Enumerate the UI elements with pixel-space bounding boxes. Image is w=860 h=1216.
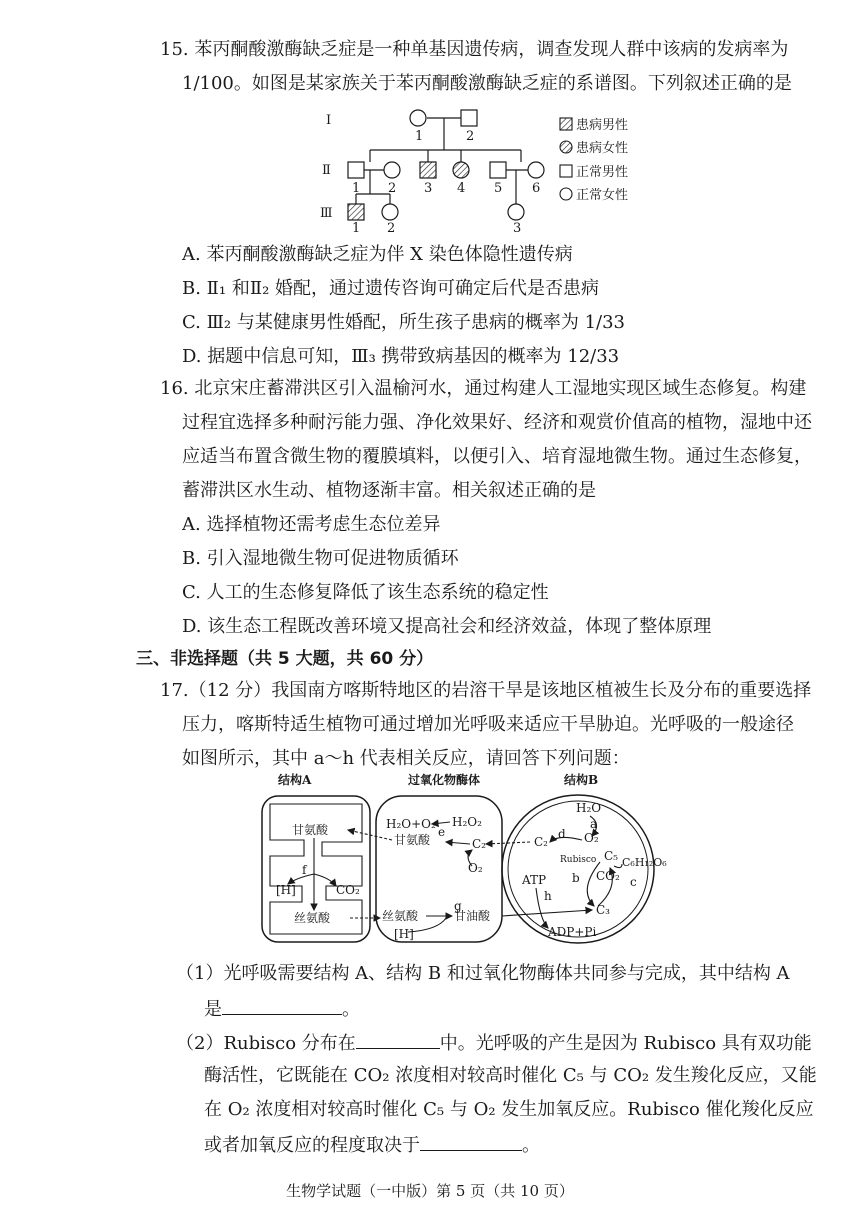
legend-normal-female-icon xyxy=(560,188,572,200)
svg-text:c: c xyxy=(630,875,637,889)
svg-text:d: d xyxy=(558,827,566,841)
svg-text:e: e xyxy=(438,825,446,839)
svg-text:b: b xyxy=(572,871,580,885)
svg-text:5: 5 xyxy=(494,181,503,196)
svg-text:f: f xyxy=(302,863,307,877)
label-structure-a: 结构A xyxy=(278,773,312,787)
svg-text:ADP+Pi: ADP+Pi xyxy=(548,925,597,939)
legend-affected-male-icon xyxy=(560,118,572,130)
q15-option-c: C. Ⅲ₂ 与某健康男性婚配，所生孩子患病的概率为 1/33 xyxy=(182,312,626,333)
legend-affected-female: 患病女性 xyxy=(576,141,629,156)
svg-text:1: 1 xyxy=(352,221,361,236)
svg-text:h: h xyxy=(544,889,552,903)
pedigree-I2 xyxy=(461,110,477,126)
svg-text:[H]: [H] xyxy=(394,927,414,941)
pedigree-II5 xyxy=(490,162,506,178)
serine-a: 丝氨酸 xyxy=(294,911,331,925)
glycerate: 甘油酸 xyxy=(454,909,491,923)
legend-affected-male: 患病男性 xyxy=(576,118,629,133)
legend-normal-male: 正常男性 xyxy=(576,165,629,180)
photorespiration-diagram xyxy=(258,770,667,950)
svg-text:C₂: C₂ xyxy=(472,837,486,851)
svg-text:3: 3 xyxy=(513,221,522,236)
q17-part2-line1: （2）Rubisco 分布在 中。光呼吸的产生是因为 Rubisco 具有双功能 xyxy=(176,1030,812,1056)
glycine-a: 甘氨酸 xyxy=(292,823,329,837)
svg-text:C₃: C₃ xyxy=(596,903,610,917)
label-peroxisome: 过氧化物酶体 xyxy=(408,773,481,787)
q16-option-d: D. 该生态工程既改善环境又提高社会和经济效益，体现了整体原理 xyxy=(182,616,712,637)
svg-text:1: 1 xyxy=(415,129,424,144)
svg-text:H₂O₂: H₂O₂ xyxy=(452,815,482,829)
q15-stem-line1: 15. 苯丙酮酸激酶缺乏症是一种单基因遗传病，调查发现人群中该病的发病率为 xyxy=(160,39,789,60)
svg-text:C₅: C₅ xyxy=(604,849,618,863)
q17-part2-line3: 在 O₂ 浓度相对较高时催化 C₅ 与 O₂ 发生加氧反应。Rubisco 催化羧化反应 xyxy=(204,1099,814,1120)
answer-blank-2[interactable] xyxy=(356,1030,440,1049)
svg-text:CO₂: CO₂ xyxy=(336,883,360,897)
serine-p: 丝氨酸 xyxy=(382,909,419,923)
pedigree-chart xyxy=(320,104,650,234)
q15-option-a: A. 苯丙酮酸激酶缺乏症为伴 X 染色体隐性遗传病 xyxy=(182,244,573,265)
pedigree-III1 xyxy=(348,204,364,220)
structure-b-outer xyxy=(502,795,654,943)
svg-text:4: 4 xyxy=(457,181,466,196)
svg-text:2: 2 xyxy=(387,221,396,236)
pedigree-II1 xyxy=(348,162,364,178)
q17-part2-line2: 酶活性，它既能在 CO₂ 浓度相对较高时催化 C₅ 与 CO₂ 发生羧化反应，又能 xyxy=(204,1065,817,1086)
q15-stem-line2: 1/100。如图是某家族关于苯丙酮酸激酶缺乏症的系谱图。下列叙述正确的是 xyxy=(182,73,792,94)
svg-text:O₂: O₂ xyxy=(468,861,483,875)
q16-option-a: A. 选择植物还需考虑生态位差异 xyxy=(182,514,441,535)
pedigree-III3 xyxy=(508,204,524,220)
pedigree-II3 xyxy=(420,162,436,178)
svg-text:2: 2 xyxy=(388,181,397,196)
svg-text:C₆H₁₂O₆: C₆H₁₂O₆ xyxy=(622,856,667,869)
answer-blank-3[interactable] xyxy=(420,1132,522,1151)
svg-text:[H]: [H] xyxy=(276,883,296,897)
svg-text:C₂: C₂ xyxy=(534,835,548,849)
q17-stem-line2: 压力，喀斯特适生植物可通过增加光呼吸来适应干旱胁迫。光呼吸的一般途径 xyxy=(182,714,794,735)
legend-normal-female: 正常女性 xyxy=(576,188,629,203)
pedigree-I1 xyxy=(410,110,426,126)
q16-option-c: C. 人工的生态修复降低了该生态系统的稳定性 xyxy=(182,582,549,603)
svg-text:1: 1 xyxy=(352,181,361,196)
pedigree-II4 xyxy=(453,162,469,178)
q17-stem-line1: 17.（12 分）我国南方喀斯特地区的岩溶干旱是该地区植被生长及分布的重要选择 xyxy=(160,680,812,701)
svg-text:2: 2 xyxy=(466,129,475,144)
pedigree-II2 xyxy=(384,162,400,178)
answer-blank-1[interactable] xyxy=(222,996,342,1015)
q15-option-d: D. 据题中信息可知，Ⅲ₃ 携带致病基因的概率为 12/33 xyxy=(182,346,620,367)
q16-stem-line2: 过程宜选择多种耐污能力强、净化效果好、经济和观赏价值高的植物，湿地中还 xyxy=(182,412,812,433)
q17-stem-line3: 如图所示，其中 a～h 代表相关反应，请回答下列问题： xyxy=(182,748,630,769)
svg-text:CO₂: CO₂ xyxy=(596,869,620,883)
q17-part1-line2: 是 。 xyxy=(204,996,360,1022)
label-structure-b: 结构B xyxy=(564,773,599,787)
q16-option-b: B. 引入湿地微生物可促进物质循环 xyxy=(182,548,459,569)
page-footer: 生物学试题（一中版）第 5 页（共 10 页） xyxy=(286,1182,574,1200)
svg-text:H₂O+O₂: H₂O+O₂ xyxy=(386,817,436,831)
q15-option-b: B. Ⅱ₁ 和Ⅱ₂ 婚配，通过遗传咨询可确定后代是否患病 xyxy=(182,278,600,299)
q17-part1-line1: （1）光呼吸需要结构 A、结构 B 和过氧化物酶体共同参与完成，其中结构 A xyxy=(176,963,790,984)
svg-text:H₂O: H₂O xyxy=(576,801,602,815)
section-heading: 三、非选择题（共 5 大题，共 60 分） xyxy=(136,649,434,669)
gen-label-I: Ⅰ xyxy=(326,113,332,128)
gen-label-II: Ⅱ xyxy=(322,163,331,178)
q16-stem-line1: 16. 北京宋庄蓄滞洪区引入温榆河水，通过构建人工湿地实现区域生态修复。构建 xyxy=(160,378,807,399)
svg-text:a: a xyxy=(590,817,598,831)
legend-affected-female-icon xyxy=(560,141,572,153)
q16-stem-line4: 蓄滞洪区水生动、植物逐渐丰富。相关叙述正确的是 xyxy=(182,480,596,501)
pedigree-II6 xyxy=(528,162,544,178)
svg-text:O₂: O₂ xyxy=(584,831,599,845)
glycine-p: 甘氨酸 xyxy=(394,833,431,847)
q16-stem-line3: 应适当布置含微生物的覆膜填料，以便引入、培育湿地微生物。通过生态修复， xyxy=(182,446,812,467)
svg-text:Rubisco: Rubisco xyxy=(560,855,597,865)
q17-part2-line4: 或者加氧反应的程度取决于 。 xyxy=(204,1132,540,1158)
svg-text:6: 6 xyxy=(532,181,541,196)
gen-label-III: Ⅲ xyxy=(320,206,333,221)
svg-text:ATP: ATP xyxy=(522,873,547,887)
pedigree-III2 xyxy=(382,204,398,220)
legend-normal-male-icon xyxy=(560,165,572,177)
svg-text:g: g xyxy=(454,899,462,913)
svg-text:3: 3 xyxy=(424,181,433,196)
